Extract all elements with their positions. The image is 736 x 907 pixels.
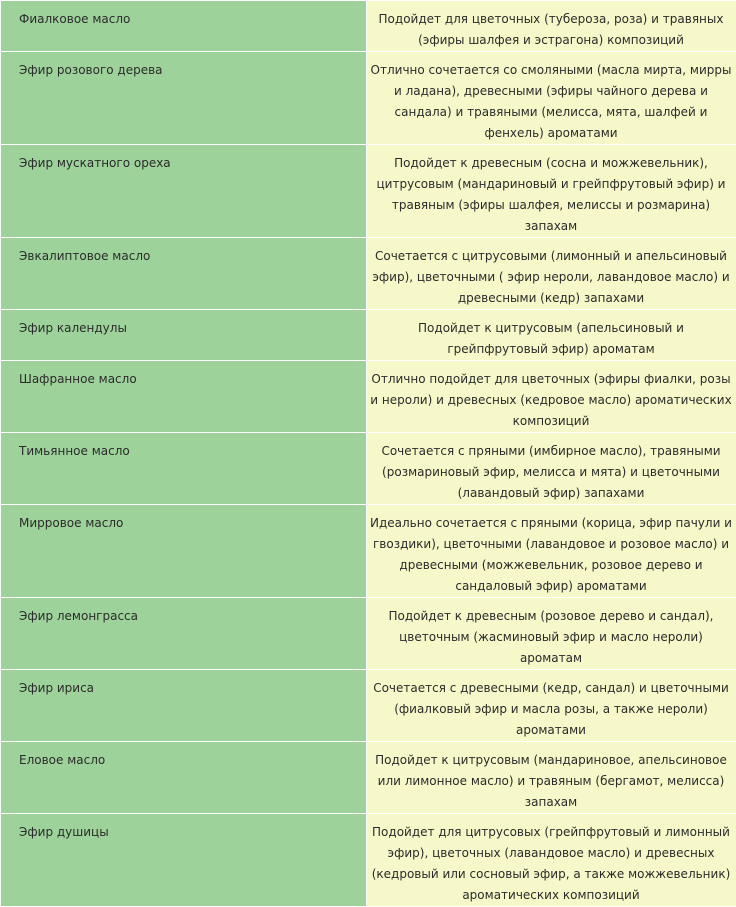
table-row xyxy=(1,670,736,742)
table-row xyxy=(1,598,736,670)
oil-description-cell: Подойдет к цитрусовым (апельсиновый и грейпфрутовый эфир) ароматам xyxy=(367,310,736,361)
oil-name-cell: Эфир мускатного ореха xyxy=(1,145,367,238)
table-row xyxy=(1,238,736,310)
oil-name-cell: Эфир розового дерева xyxy=(1,52,367,145)
table-row xyxy=(1,52,736,145)
table-row xyxy=(1,814,736,907)
table-row xyxy=(1,433,736,505)
oil-description-cell: Сочетается с цитрусовыми (лимонный и апельсиновый эфир), цветочными ( эфир нероли, лавандовое масло) и древесными (кедр) запахами xyxy=(367,238,736,310)
oil-description-cell: Подойдет для цитрусовых (грейпфрутовый и лимонный эфир), цветочных (лавандовое масло) и древесных (кедровый или сосновый эфир, а также можжевельник) ароматических композиций xyxy=(367,814,736,907)
oil-description-cell: Отлично подойдет для цветочных (эфиры фиалки, розы и нероли) и древесных (кедровое масло) ароматических композиций xyxy=(367,361,736,433)
oil-description-cell: Сочетается с пряными (имбирное масло), травяными (розмариновый эфир, мелисса и мята) и цветочными (лавандовый эфир) запахами xyxy=(367,433,736,505)
oil-name-cell: Мирровое масло xyxy=(1,505,367,598)
oil-description-cell: Подойдет к древесным (сосна и можжевельник), цитрусовым (мандариновый и грейпфрутовый эфир) и травяным (эфиры шалфея, мелиссы и розмарина) запахам xyxy=(367,145,736,238)
table-row xyxy=(1,361,736,433)
oil-name-cell: Фиалковое масло xyxy=(1,1,367,52)
oil-name-cell: Эвкалиптовое масло xyxy=(1,238,367,310)
oil-description-cell: Подойдет для цветочных (тубероза, роза) и травяных (эфиры шалфея и эстрагона) композиций xyxy=(367,1,736,52)
table-row xyxy=(1,310,736,361)
oil-description-cell: Сочетается с древесными (кедр, сандал) и цветочными (фиалковый эфир и масла розы, а также нероли) ароматами xyxy=(367,670,736,742)
oil-name-cell: Тимьянное масло xyxy=(1,433,367,505)
oil-name-cell: Эфир ириса xyxy=(1,670,367,742)
table-row xyxy=(1,742,736,814)
oil-name-cell: Шафранное масло xyxy=(1,361,367,433)
oil-description-cell: Подойдет к цитрусовым (мандариновое, апельсиновое или лимонное масло) и травяным (бергамот, мелисса) запахам xyxy=(367,742,736,814)
oil-name-cell: Эфир душицы xyxy=(1,814,367,907)
oil-name-cell: Еловое масло xyxy=(1,742,367,814)
oil-name-cell: Эфир лемонграсса xyxy=(1,598,367,670)
oil-description-cell: Подойдет к древесным (розовое дерево и сандал), цветочным (жасминовый эфир и масло нероли) ароматам xyxy=(367,598,736,670)
table-row xyxy=(1,145,736,238)
oil-name-cell: Эфир календулы xyxy=(1,310,367,361)
oil-description-cell: Идеально сочетается с пряными (корица, эфир пачули и гвоздики), цветочными (лавандовое и розовое масло) и древесными (можжевельник, розовое дерево и сандаловый эфир) ароматами xyxy=(367,505,736,598)
table-row xyxy=(1,1,736,52)
table-row xyxy=(1,505,736,598)
oil-description-cell: Отлично сочетается со смоляными (масла мирта, мирры и ладана), древесными (эфиры чайного дерева и сандала) и травяными (мелисса, мята, шалфей и фенхель) ароматами xyxy=(367,52,736,145)
